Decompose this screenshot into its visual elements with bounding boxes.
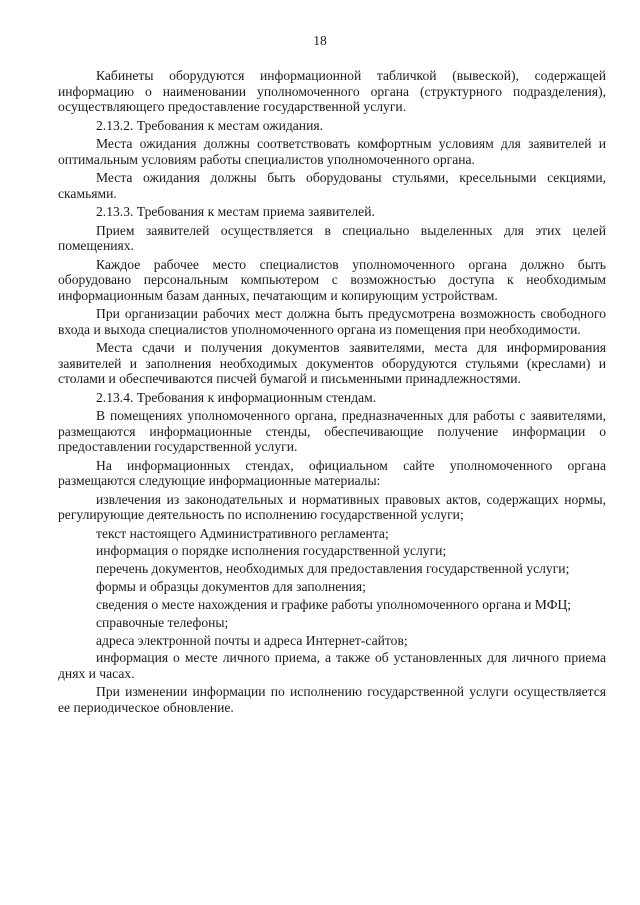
paragraph: Места ожидания должны соответствовать комфортным условиям для заявителей и оптимальным условиям работы специалистов уполномоченного органа. [58, 136, 606, 167]
list-item: текст настоящего Административного регламента; [96, 525, 389, 541]
paragraph: На информационных стендах, официальном сайте уполномоченного органа размещаются следующие информационные материалы: [58, 457, 606, 488]
document-body [58, 68, 606, 718]
list-item: информация о месте личного приема, а также об установленных для личного приема днях и часах. [58, 650, 606, 681]
section-heading: 2.13.3. Требования к местам приема заявителей. [96, 204, 375, 219]
list-item: перечень документов, необходимых для предоставления государственной услуги; [96, 560, 570, 576]
paragraph: Кабинеты оборудуются информационной табличкой (вывеской), содержащей информацию о наименовании уполномоченного органа (структурного подразделения), осуществляющего предоставление государственной услуги. [58, 68, 606, 114]
paragraph: При изменении информации по исполнению государственной услуги осуществляется ее периодическое обновление. [58, 684, 606, 715]
section-heading: 2.13.4. Требования к информационным стендам. [96, 389, 377, 405]
list-item: извлечения из законодательных и нормативных правовых актов, содержащих нормы, регулирующие деятельность по исполнению государственной услуги; [58, 491, 606, 522]
paragraph: Места ожидания должны быть оборудованы стульями, кресельными секциями, скамьями. [58, 170, 606, 201]
list-item: информация о порядке исполнения государственной услуги; [96, 543, 447, 558]
page-number: 18 [313, 33, 327, 48]
list-item: адреса электронной почты и адреса Интернет-сайтов; [96, 632, 408, 648]
paragraph: В помещениях уполномоченного органа, предназначенных для работы с заявителями, размещаются информационные стенды, обеспечивающие получение информации о предоставлении государственной услуги. [58, 408, 606, 454]
paragraph: Места сдачи и получения документов заявителями, места для информирования заявителей и заполнения необходимых документов оборудуются стульями (креслами) и столами и обеспечиваются писчей бумагой и письменными принадлежностями. [58, 340, 606, 386]
list-item: сведения о месте нахождения и графике работы уполномоченного органа и МФЦ; [96, 596, 572, 612]
section-heading: 2.13.2. Требования к местам ожидания. [96, 117, 324, 133]
list-item: формы и образцы документов для заполнения; [96, 579, 366, 594]
list-item: справочные телефоны; [96, 615, 229, 630]
paragraph: Каждое рабочее место специалистов уполномоченного органа должно быть оборудовано персональным компьютером с возможностью доступа к необходимым информационным базам данных, печатающим и копирующим устройствам. [58, 256, 606, 303]
paragraph: Прием заявителей осуществляется в специально выделенных для этих целей помещениях. [58, 222, 606, 253]
paragraph: При организации рабочих мест должна быть предусмотрена возможность свободного входа и выхода специалистов уполномоченного органа из помещения при необходимости. [58, 306, 606, 337]
